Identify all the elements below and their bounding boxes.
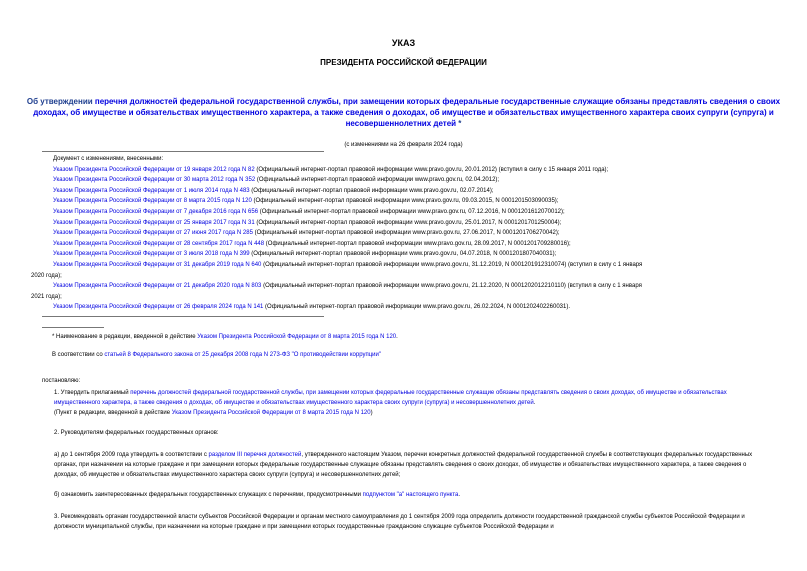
change-item-link[interactable]: Указом Президента Российской Федерации от 1 июля 2014 года N 483 <box>53 187 250 194</box>
changes-top-rule <box>42 151 324 152</box>
title-link[interactable]: перечня должностей федеральной государственной службы, при замещении которых федеральные государственные служащие обязаны представлять сведения о своих доходах, об имуществе и обязательствах имущественного характера, а также сведения о доходах, об имуществе и обязательствах имущественного характера своих супруги (супруга) и несовершеннолетних детей <box>33 97 781 128</box>
p2b-link[interactable]: подпунктом "а" настоящего пункта <box>362 492 459 498</box>
change-item <box>42 196 782 207</box>
change-item <box>42 207 782 218</box>
change-item <box>42 165 782 176</box>
revision-date: (с изменениями на 26 февраля 2024 года) <box>344 142 463 148</box>
change-item <box>42 175 782 186</box>
p3-text: 3. Рекомендовать органам государственной власти субъектов Российской Федерации и органам местного самоуправления до 1 сентября 2009 года определить должности государственной гражданской службы субъектов Российской Федерации и должности муниципальной службы, при назначении на которые граждане и при замещении которых государственные гражданские служащие субъектов Российской Федерации и <box>54 514 745 530</box>
change-item <box>42 228 782 239</box>
title-prefix: Об утверждении <box>26 97 95 106</box>
change-item-text: (Официальный интернет-портал правовой информации www.pravo.gov.ru, 09.03.2015, N 0001201503090035); <box>251 198 559 205</box>
change-item <box>42 239 782 250</box>
change-item-continuation: 2021 года); <box>31 293 62 300</box>
changes-bottom-rule <box>42 316 324 317</box>
change-item-text: (Официальный интернет-портал правовой информации www.pravo.gov.ru, 21.12.2020, N 0001202012210110) (вступил в силу с 1 января <box>261 283 642 290</box>
changes-items <box>31 165 782 313</box>
paragraph-2a <box>42 450 765 480</box>
document-type-heading: УКАЗ <box>391 38 416 48</box>
change-item-link[interactable]: Указом Президента Российской Федерации от 21 декабря 2020 года N 803 <box>53 283 262 290</box>
basis-prefix: В соответствии со <box>52 352 105 358</box>
p2a-link[interactable]: разделом III перечня должностей <box>208 452 302 458</box>
change-item-link[interactable]: Указом Президента Российской Федерации от 30 марта 2012 года N 352 <box>53 177 256 184</box>
p1-note-link[interactable]: Указом Президента Российской Федерации от 8 марта 2015 года N 120 <box>171 410 371 416</box>
p2b-prefix: б) ознакомить заинтересованных федеральных государственных служащих с перечнями, предусмотренными <box>54 492 363 498</box>
change-item-text: (Официальный интернет-портал правовой информации www.pravo.gov.ru, 07.12.2016, N 0001201612070012); <box>258 208 565 215</box>
change-item <box>42 249 782 260</box>
change-item <box>42 218 782 229</box>
change-item-link[interactable]: Указом Президента Российской Федерации от 19 января 2012 года N 82 <box>53 166 255 173</box>
change-item <box>42 302 782 313</box>
paragraph-2: 2. Руководителям федеральных государственных органов: <box>54 430 219 436</box>
footnote <box>52 334 398 340</box>
p2a-suffix: , утвержденного настоящим Указом, перечни конкретных должностей федеральной государственной службы в соответствующих федеральных государственных органах, при назначении на которые граждане и при замещении которых федеральные государственные служащие обязаны представлять сведения о своих доходах, об имуществе и обязательствах имущественного характера, а также сведения о доходах, об имуществе и обязательствах имущественного характера своих супруги (супруга) и несовершеннолетних детей; <box>54 452 753 478</box>
change-item-text: (Официальный интернет-портал правовой информации www.pravo.gov.ru, 31.12.2019, N 0001201912310074) (вступил в силу с 1 января <box>261 261 643 268</box>
change-item-link[interactable]: Указом Президента Российской Федерации от 7 декабря 2016 года N 656 <box>53 208 259 215</box>
basis-link[interactable]: статьей 8 Федерального закона от 25 декабря 2008 года N 273-ФЗ "О противодействии коррупции" <box>104 352 381 358</box>
change-item-text: (Официальный интернет-портал правовой информации www.pravo.gov.ru, 02.07.2014); <box>249 187 494 194</box>
paragraph-1 <box>42 388 765 418</box>
p1-note-prefix: (Пункт в редакции, введенной в действие <box>54 410 172 416</box>
change-item-link[interactable]: Указом Президента Российской Федерации от 8 марта 2015 года N 120 <box>53 198 252 205</box>
footnote-prefix: * Наименование в редакции, введенной в действие <box>52 334 198 340</box>
paragraph-3 <box>42 512 765 532</box>
change-item-text: (Официальный интернет-портал правовой информации www.pravo.gov.ru, 02.04.2012); <box>255 177 500 184</box>
change-item-link[interactable]: Указом Президента Российской Федерации от 3 июля 2018 года N 399 <box>53 251 250 258</box>
footnote-link[interactable]: Указом Президента Российской Федерации от 8 марта 2015 года N 120 <box>197 334 397 340</box>
change-item-link[interactable]: Указом Президента Российской Федерации от 28 сентября 2017 года N 448 <box>53 240 265 247</box>
change-item-link[interactable]: Указом Президента Российской Федерации от 27 июня 2017 года N 285 <box>53 230 253 237</box>
change-item-text: (Официальный интернет-портал правовой информации www.pravo.gov.ru, 04.07.2018, N 0001201807040031); <box>249 251 557 258</box>
p1-prefix: 1. Утвердить прилагаемый <box>54 390 131 396</box>
changes-heading: Документ с изменениями, внесенными: <box>53 156 164 162</box>
title-footnote-mark: * <box>456 119 462 128</box>
change-item-link[interactable]: Указом Президента Российской Федерации от 25 января 2017 года N 31 <box>53 219 255 226</box>
p1-note-suffix: ) <box>370 410 373 416</box>
change-item-text: (Официальный интернет-портал правовой информации www.pravo.gov.ru, 28.09.2017, N 0001201709280016); <box>264 240 571 247</box>
change-item-link[interactable]: Указом Президента Российской Федерации от 26 февраля 2024 года N 141 <box>53 304 264 311</box>
p2b-suffix: . <box>458 492 461 498</box>
footnote-suffix: . <box>396 334 398 340</box>
change-item-continuation: 2020 года); <box>31 272 62 279</box>
change-item <box>42 186 782 197</box>
change-item <box>42 281 782 292</box>
issuer-heading: ПРЕЗИДЕНТА РОССИЙСКОЙ ФЕДЕРАЦИИ <box>320 58 487 67</box>
paragraph-2b <box>42 490 765 500</box>
changes-list <box>31 154 782 313</box>
p1-link[interactable]: перечень должностей федеральной государственной службы, при замещении которых федеральные государственные служащие обязаны представлять сведения о своих доходах, об имуществе и обязательствах имущественного характера, а также сведения о доходах, об имуществе и обязательствах имущественного характера своих супруги (супруга) и несовершеннолетних детей <box>54 390 727 406</box>
change-item-link[interactable]: Указом Президента Российской Федерации от 31 декабря 2019 года N 640 <box>53 261 262 268</box>
p1-note <box>42 408 765 418</box>
change-item-text: (Официальный интернет-портал правовой информации www.pravo.gov.ru, 26.02.2024, N 0001202402260031). <box>263 304 570 311</box>
change-item-text: (Официальный интернет-портал правовой информации www.pravo.gov.ru, 20.01.2012) (вступил в силу с 15 января 2011 года); <box>254 166 609 173</box>
p2a-prefix: а) до 1 сентября 2009 года утвердить в соответствии с <box>54 452 209 458</box>
decree-word: постановляю: <box>42 378 81 384</box>
document-title <box>22 96 785 129</box>
change-item-text: (Официальный интернет-портал правовой информации www.pravo.gov.ru, 25.01.2017, N 0001201701250004); <box>254 219 562 226</box>
p1-suffix: . <box>533 400 536 406</box>
legal-basis <box>52 352 381 358</box>
change-item <box>42 260 782 271</box>
change-item-text: (Официальный интернет-портал правовой информации www.pravo.gov.ru, 27.06.2017, N 0001201706270042); <box>252 230 560 237</box>
footnote-rule <box>42 327 104 328</box>
